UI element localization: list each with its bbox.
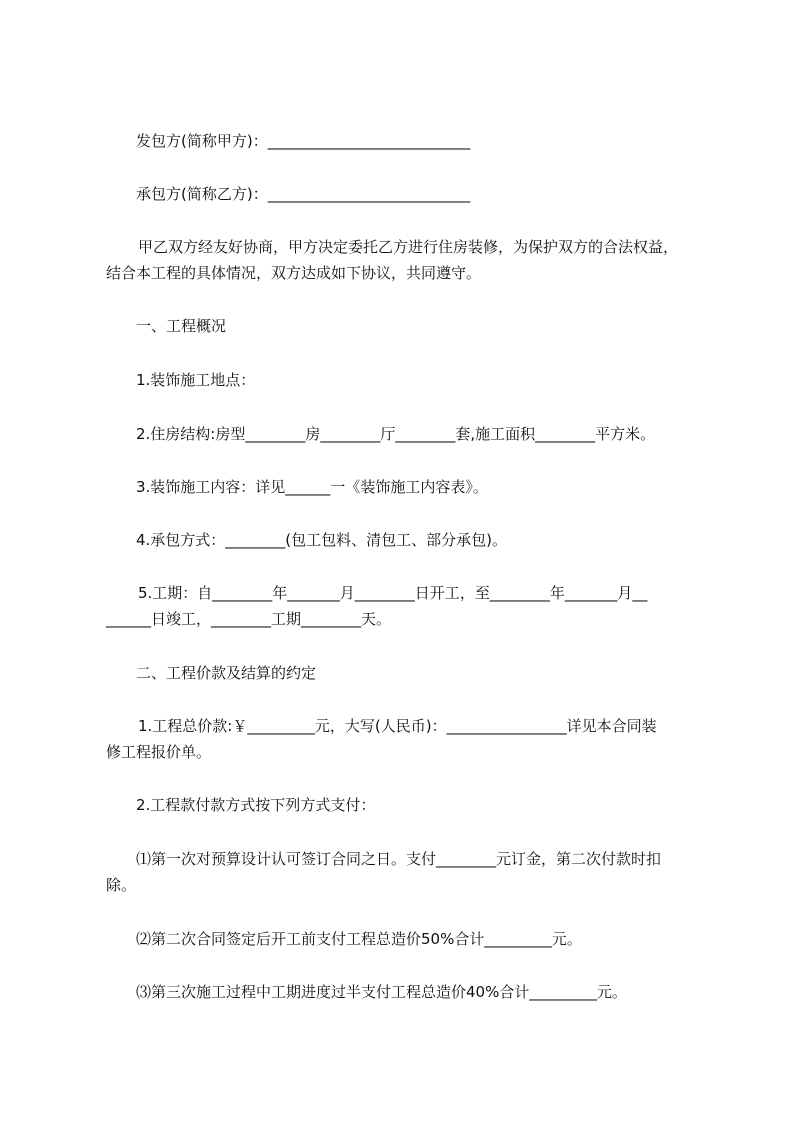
party-a-line: 发包方(简称甲方)：___________________________: [136, 132, 471, 150]
payment-1-line-1: ⑴第一次对预算设计认可签订合同之日。支付________元订金，第二次付款时扣: [136, 850, 662, 868]
payment-3: ⑶第三次施工过程中工期进度过半支付工程总造价40%合计_________元。: [136, 983, 627, 1001]
item-1-4: 4.承包方式：________(包工包料、清包工、部分承包)。: [136, 531, 508, 549]
intro-line-2: 结合本工程的具体情况，双方达成如下协议，共同遵守。: [106, 264, 482, 282]
intro-line-1: 甲乙双方经友好协商，甲方决定委托乙方进行住房装修，为保护双方的合法权益，: [138, 238, 679, 256]
section-1-title: 一、工程概况: [136, 317, 227, 335]
payment-1-line-2: 除。: [106, 876, 137, 894]
item-1-5-line-1: 5.工期：自________年_______月________日开工，至________年_______月__: [138, 584, 648, 602]
item-1-3: 3.装饰施工内容：详见______一《装饰施工内容表》。: [136, 478, 488, 496]
item-1-1: 1.装饰施工地点：: [136, 371, 256, 389]
item-1-2: 2.住房结构:房型________房________厅________套,施工面积________平方米。: [136, 425, 656, 443]
item-1-5-line-2: ______日竣工，________工期________天。: [106, 610, 392, 628]
section-2-title: 二、工程价款及结算的约定: [136, 664, 317, 682]
item-2-2: 2.工程款付款方式按下列方式支付：: [136, 796, 376, 814]
item-2-1-line-1: 1.工程总价款:￥_________元，大写(人民币)：________________详见本合同装: [138, 717, 657, 735]
item-2-1-line-2: 修工程报价单。: [106, 743, 212, 761]
party-b-line: 承包方(简称乙方)：___________________________: [136, 185, 471, 203]
payment-2: ⑵第二次合同签定后开工前支付工程总造价50%合计_________元。: [136, 930, 582, 948]
